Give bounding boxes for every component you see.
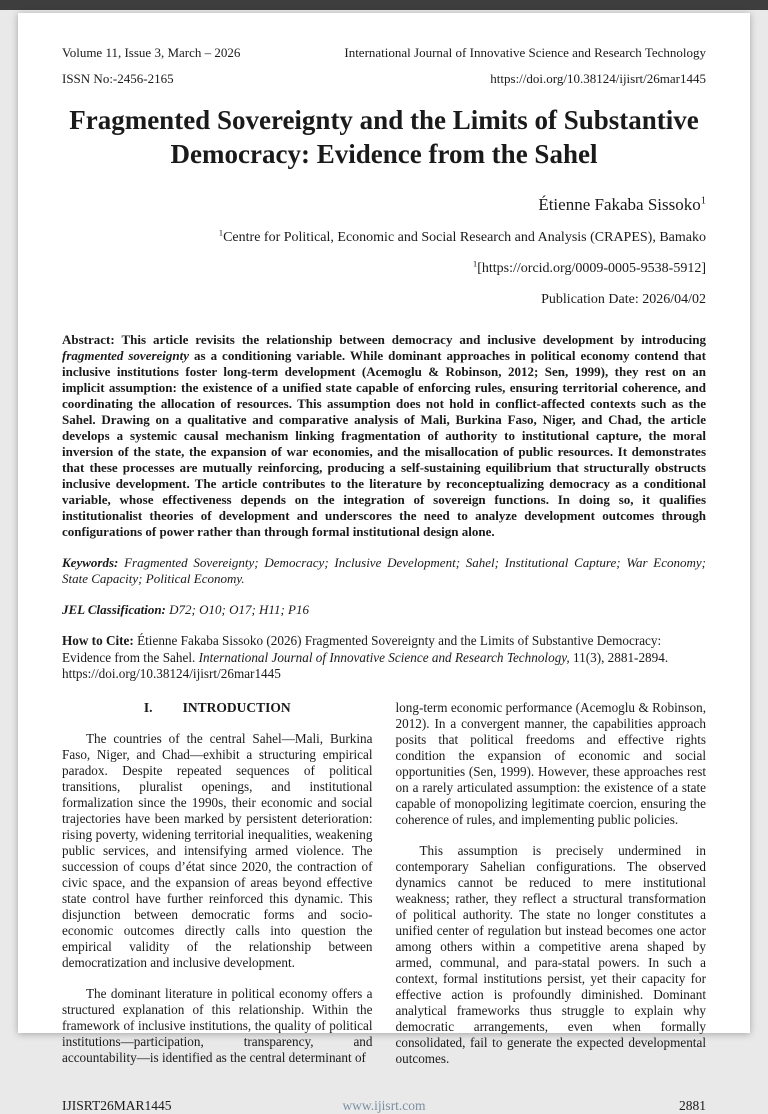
page-number: 2881 [679,1097,707,1113]
author-line [62,195,706,215]
section-number: I. [143,699,153,715]
publication-date: Publication Date: 2026/04/02 [541,292,706,308]
journal-header [62,45,706,87]
volume-issue: Volume 11, Issue 3, March – 2026 [62,45,241,60]
author-superscript: 1 [700,195,706,207]
document-page [18,13,750,1113]
journal-website-link[interactable]: www.ijisrt.com [342,1097,426,1113]
page-title: Fragmented Sovereignty and the Limits of Substantive Democracy: Evidence from the Sahel [69,105,699,170]
section-title: INTRODUCTION [182,699,291,715]
orcid-line [62,258,706,277]
right-column [396,700,707,1082]
jel-text: D72; O10; O17; H11; P16 [165,602,309,618]
manuscript-id: IJISRT26MAR1445 [62,1097,172,1113]
cite-label: How to Cite: [62,633,134,649]
abstract-text-1: This article revisits the relationship between democracy and inclusive development by introducing [114,332,706,348]
jel-label: JEL Classification: [62,602,166,618]
keywords-label: Keywords: [62,555,119,571]
author-name: Étienne Fakaba Sissoko [538,195,701,215]
page-footer [62,1098,706,1114]
issn-number: ISSN No:-2456-2165 [62,71,174,86]
intro-paragraph-3: This assumption is precisely undermined in contemporary Sahelian configurations. The observed dynamics cannot be reduced to mere institutional weakness; rather, they reflect a structural transformation of political authority. The state no longer constitutes a unified center of regulation but instead becomes one actor among others within a competitive arena shaped by armed, communal, and para-statal powers. In such a context, formal institutions persist, yet their capacity for effective action is profoundly diminished. Dominant analytical frameworks thus struggle to explain why democratic arrangements, even when formally consolidated, fail to generate the expected developmental outcomes. [395,842,706,1066]
abstract-label: Abstract: [62,332,115,348]
abstract-italic-term: fragmented sovereignty [62,348,190,364]
cite-doi-link[interactable]: https://doi.org/10.38124/ijisrt/26mar1445 [62,666,281,682]
orcid-superscript: 1 [472,258,478,269]
how-to-cite [62,633,706,683]
orcid-link[interactable]: [https://orcid.org/0009-0005-9538-5912] [477,261,706,277]
abstract [62,332,706,540]
affiliation-line [62,227,706,246]
intro-paragraph-2: The dominant literature in political economy offers a structured explanation of this relationship. Within the framework of inclusive institutions, the quality of political institutions—participation, transparency, and accountability—is identified as the central determinant of [62,985,373,1065]
abstract-text-2: as a conditioning variable. While dominant approaches in political economy contend that inclusive institutions foster long-term development (Acemoglu & Robinson, 2012; Sen, 1999), they rest on an implicit assumption: the existence of a unified state capable of enforcing rules, ensuring territorial coherence, and coordinating the allocation of resources. This assumption does not hold in conflict-affected contexts such as the Sahel. Drawing on a qualitative and comparative analysis of Mali, Burkina Faso, Niger, and Chad, the article develops a systemic causal mechanism linking fragmentation of authority to institutional capture, the moral inversion of the state, the expansion of war economies, and the misallocation of public resources. It demonstrates that these processes are mutually reinforcing, producing a self-sustaining equilibrium that structurally obstructs inclusive development. The article contributes to the literature by reconceptualizing democracy as a conditional variable, whose effectiveness depends on the integration of sovereign functions. In doing so, it qualifies institutionalist theories of development and underscores the need to analyze development outcomes through configurations of power rather than through formal institutional design alone. [62,348,706,540]
viewer-top-edge [0,0,768,10]
jel-classification [62,602,706,618]
cite-text-2: 11(3), 2881-2894. [569,649,669,665]
intro-paragraph-2-continued: long-term economic performance (Acemoglu & Robinson, 2012). In a convergent manner, the capabilities approach posits that political freedoms and effective rights condition the expansion of economic and social opportunities (Sen, 1999). However, these approaches rest on a rarely articulated assumption: the existence of a state capable of monopolizing legitimate coercion, ensuring the coherence of rules, and implementing public policies. [395,699,706,827]
section-heading-introduction [62,700,373,716]
doi-link[interactable]: https://doi.org/10.38124/ijisrt/26mar1445 [490,71,706,86]
journal-name: International Journal of Innovative Science and Research Technology [344,45,706,60]
cite-journal-name: International Journal of Innovative Science and Research Technology, [198,649,570,665]
keywords [62,555,706,587]
affiliation-superscript: 1 [218,227,224,238]
intro-paragraph-1: The countries of the central Sahel—Mali, Burkina Faso, Niger, and Chad—exhibit a structuring empirical paradox. Despite repeated sequences of political transitions, pluralist openings, and institutional formalization since the 1990s, their economic and social trajectories have been marked by persistent deterioration: rising poverty, widening territorial inequalities, weakening public services, and intensifying armed violence. The succession of coups d’état since 2020, the contraction of civic space, and the expansion of areas beyond effective state control have further reinforced this dynamic. This disjunction between democratic forms and socio-economic outcomes directly calls into question the empirical validity of the relationship between democratization and inclusive development. [62,730,373,970]
left-column [62,700,373,1082]
affiliation-text: Centre for Political, Economic and Social Research and Analysis (CRAPES), Bamako [223,230,706,246]
keywords-text: Fragmented Sovereignty; Democracy; Inclusive Development; Sahel; Institutional Capture; War Economy; State Capacity; Political Economy. [62,555,706,587]
two-column-body [62,700,706,1082]
cite-text-1: Étienne Fakaba Sissoko (2026) Fragmented Sovereignty and the Limits of Substantive Democracy: Evidence from the Sahel. [62,633,662,665]
